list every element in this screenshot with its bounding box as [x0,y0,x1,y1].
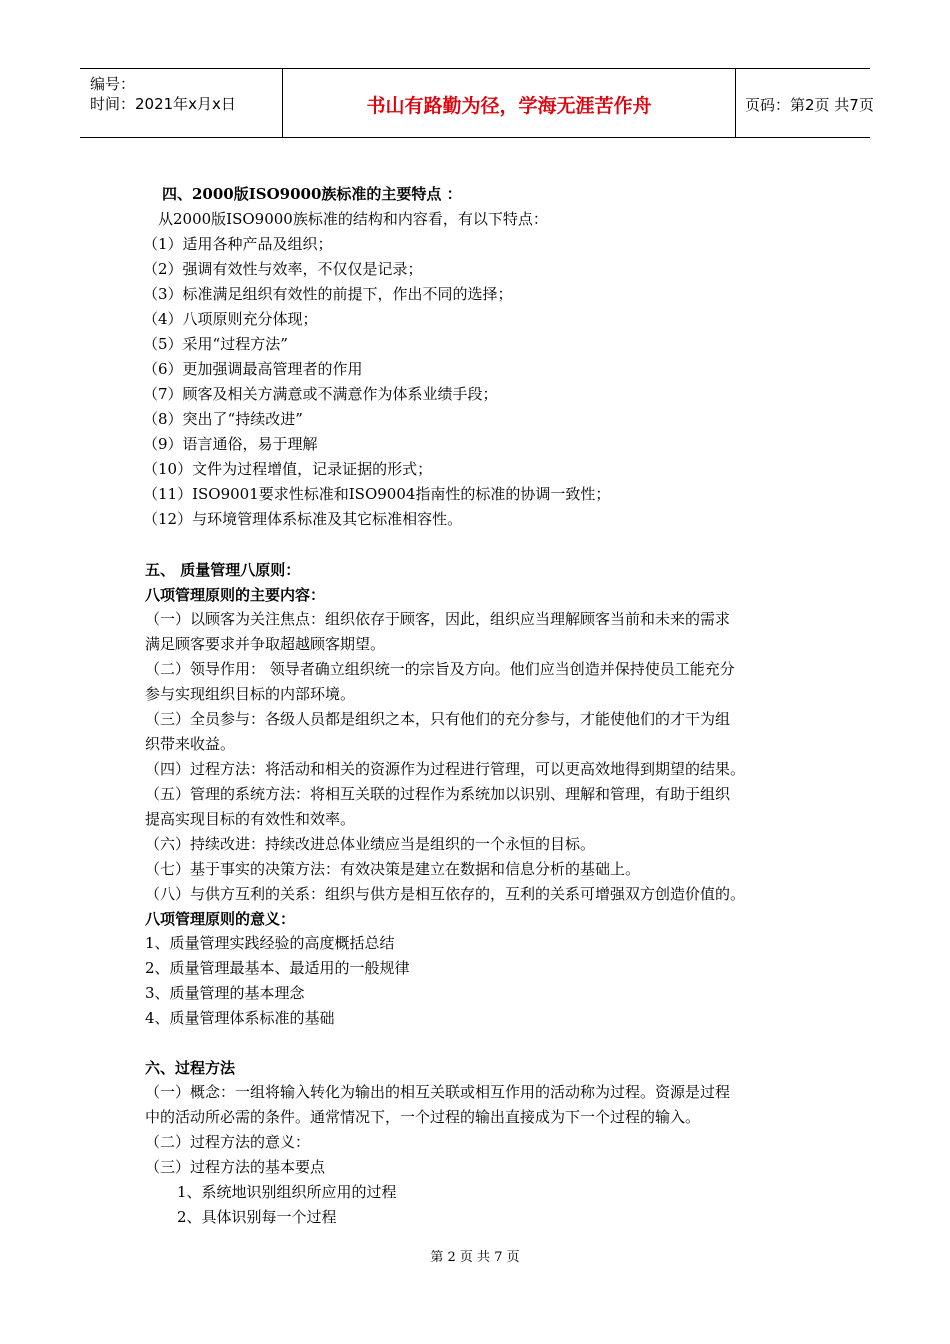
text-line: 织带来收益。 [145,735,236,753]
text-line: （四）过程方法：将活动和相关的资源作为过程进行管理，可以更高效地得到期望的结果。 [145,760,746,778]
text-line: （八）与供方互利的关系：组织与供方是相互依存的，互利的关系可增强双方创造价值的。 [145,885,746,903]
section5-title: 五、 质量管理八原则： [145,561,301,579]
text-line: 满足顾客要求并争取超越顾客期望。 [145,635,386,653]
number-label: 编号： [90,75,136,93]
list-item: （3）标准满足组织有效性的前提下，作出不同的选择； [143,285,513,303]
list-item: （7）顾客及相关方满意或不满意作为体系业绩手段； [143,385,498,403]
list-item: （8）突出了“持续改进” [143,410,303,428]
text-line: （二）领导作用： 领导者确立组织统一的宗旨及方向。他们应当创造并保持使员工能充分 [145,660,735,678]
section5-subheading-meaning: 八项管理原则的意义： [145,910,296,928]
text-line: （六）持续改进：持续改进总体业绩应当是组织的一个永恒的目标。 [145,835,596,853]
list-item: 3、质量管理的基本理念 [145,984,305,1002]
list-item: （4）八项原则充分体现； [143,310,318,328]
section6-title: 六、过程方法 [145,1059,236,1077]
section5-subheading-content: 八项管理原则的主要内容： [145,586,326,604]
text-line: （七）基于事实的决策方法：有效决策是建立在数据和信息分析的基础上。 [145,860,641,878]
page-header [80,68,874,138]
time-label: 时间：2021年x月x日 [90,95,236,113]
list-item: （12）与环境管理体系标准及其它标准相容性。 [143,510,463,528]
list-item: （6）更加强调最高管理者的作用 [143,360,363,378]
list-item: （1）适用各种产品及组织； [143,235,333,253]
header-page-cell [735,69,874,137]
section4-title: 四、2000版ISO9000族标准的主要特点 ： [162,185,462,203]
list-item: （2）强调有效性与效率，不仅仅是记录； [143,260,423,278]
list-item: （11）ISO9001要求性标准和ISO9004指南性的标准的协调一致性； [143,485,611,503]
list-item: 4、质量管理体系标准的基础 [145,1009,335,1027]
list-item: （5）采用“过程方法” [143,335,288,353]
list-item: （10）文件为过程增值，记录证据的形式； [143,460,433,478]
page-label: 页码：第2页 共7页 [745,96,874,114]
list-item: 1、质量管理实践经验的高度概括总结 [145,934,395,952]
text-line: （二）过程方法的意义： [145,1133,311,1151]
text-line: （五）管理的系统方法：将相互关联的过程作为系统加以识别、理解和管理，有助于组织 [145,785,731,803]
list-item: （9）语言通俗，易于理解 [143,435,318,453]
text-line: （三）过程方法的基本要点 [145,1158,326,1176]
text-line: 提高实现目标的有效性和效率。 [145,810,356,828]
list-item: 1、系统地识别组织所应用的过程 [177,1183,397,1201]
text-line: （一）以顾客为关注焦点：组织依存于顾客，因此，组织应当理解顾客当前和未来的需求 [145,610,731,628]
section4-intro: 从2000版ISO9000族标准的结构和内容看，有以下特点： [158,210,548,228]
text-line: （三）全员参与：各级人员都是组织之本，只有他们的充分参与，才能使他们的才干为组 [145,710,731,728]
page-footer: 第 2 页 共 7 页 [430,1250,520,1265]
list-item: 2、质量管理最基本、最适用的一般规律 [145,959,410,977]
text-line: 中的活动所必需的条件。通常情况下，一个过程的输出直接成为下一个过程的输入。 [145,1108,701,1126]
motto: 书山有路勤为径，学海无涯苦作舟 [366,95,652,117]
list-item: 2、具体识别每一个过程 [177,1208,337,1226]
text-line: （一）概念：一组将输入转化为输出的相互关联或相互作用的活动称为过程。资源是过程 [145,1083,731,1101]
header-info-cell [80,69,282,137]
header-motto-cell [282,69,736,137]
text-line: 参与实现组织目标的内部环境。 [145,685,356,703]
